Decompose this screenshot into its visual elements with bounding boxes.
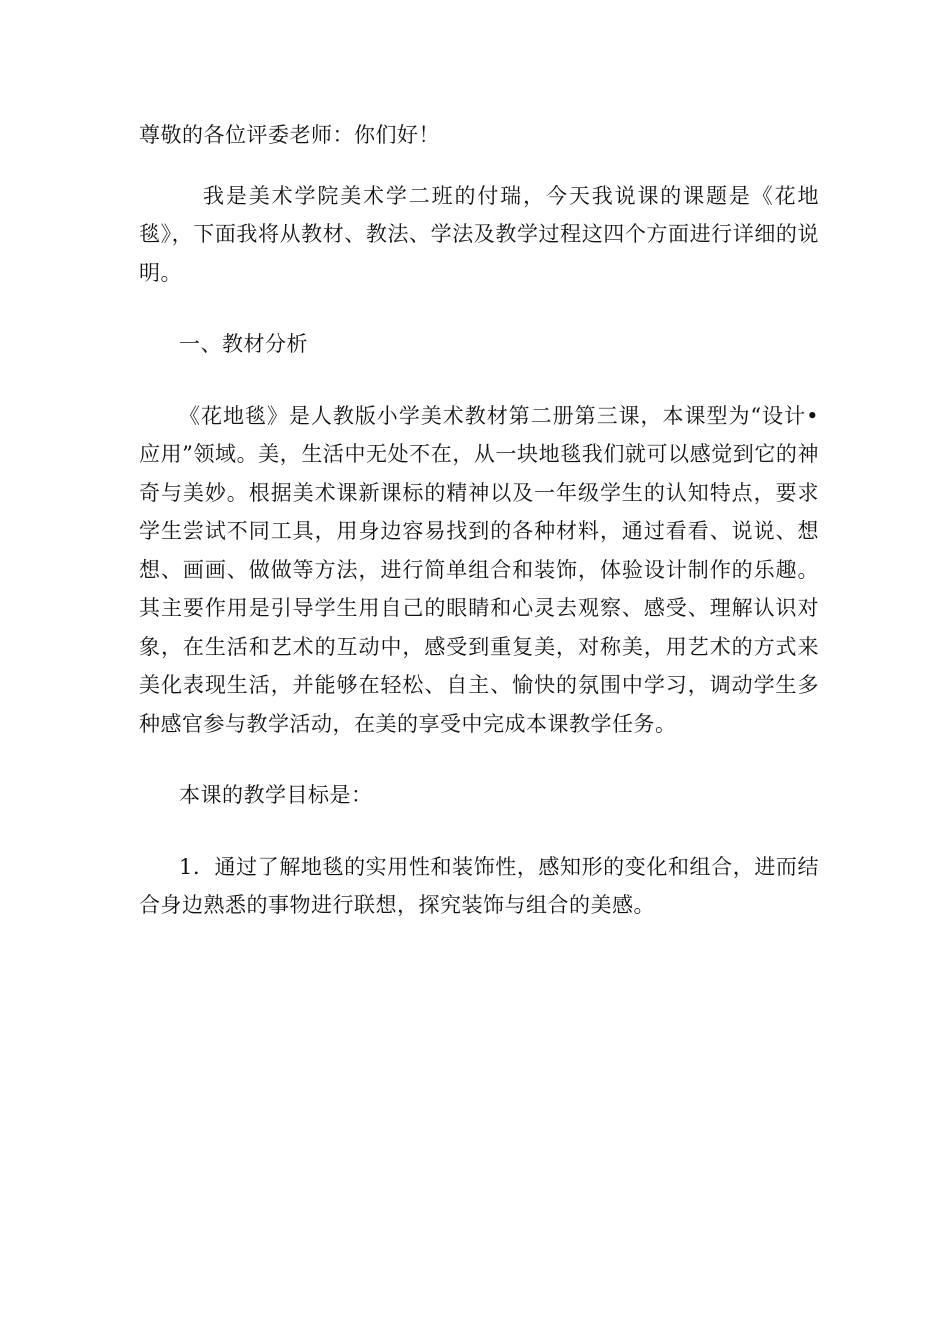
section-heading: 一、教材分析 (179, 332, 308, 356)
intro-paragraph: 我是美术学院美术学二班的付瑞，今天我说课的课题是《花地毯》，下面我将从教材、教法、学法及教学过程这四个方面进行详细的说明。 (139, 183, 819, 285)
document-body (139, 116, 819, 925)
goal-item: 1．通过了解地毯的实用性和装饰性，感知形的变化和组合，进而结合身边熟悉的事物进行联想，探究装饰与组合的美感。 (139, 854, 819, 917)
analysis-paragraph: 《花地毯》是人教版小学美术教材第二册第三课，本课型为“设计•应用”领域。美，生活中无处不在，从一块地毯我们就可以感觉到它的神奇与美妙。根据美术课新课标的精神以及一年级学生的认知特点，要求学生尝试不同工具，用身边容易找到的各种材料，通过看看、说说、想想、画画、做做等方法，进行简单组合和装饰，体验设计制作的乐趣。其主要作用是引导学生用自己的眼睛和心灵去观察、感受、理解认识对象，在生活和艺术的互动中，感受到重复美，对称美，用艺术的方式来美化表现生活，并能够在轻松、自主、愉快的氛围中学习，调动学生多种感官参与教学活动，在美的享受中完成本课教学任务。 (139, 403, 819, 736)
greeting-line: 尊敬的各位评委老师：你们好！ (139, 123, 440, 147)
goals-title: 本课的教学目标是： (179, 783, 373, 807)
